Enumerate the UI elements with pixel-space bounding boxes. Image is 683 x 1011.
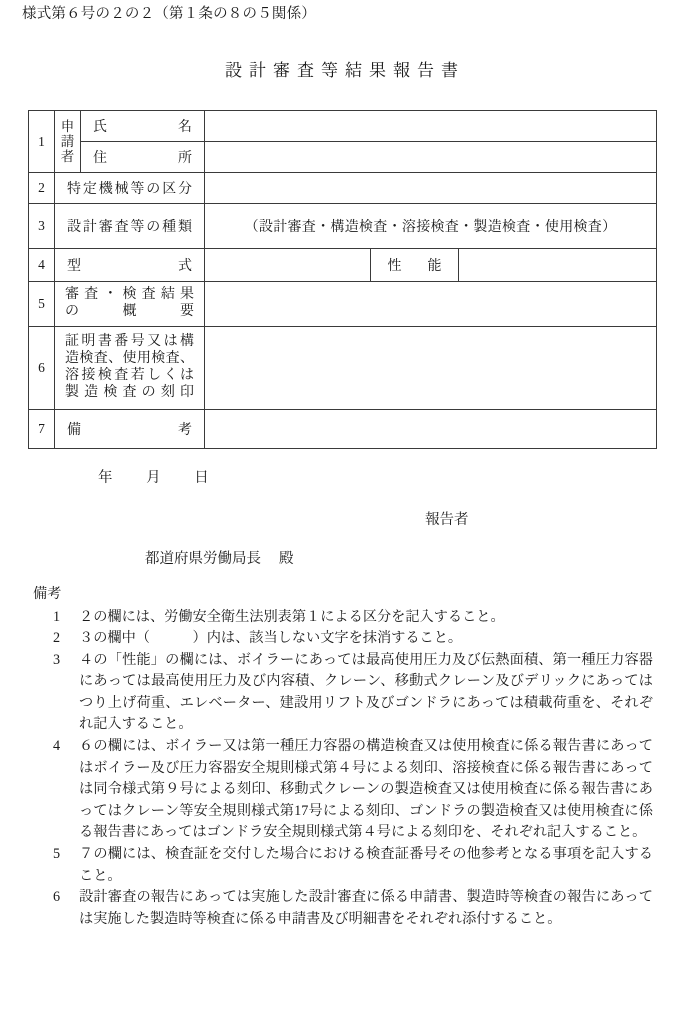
month-label: 月 (146, 470, 161, 486)
row-number-5: 5 (29, 282, 55, 327)
table-row-machine-category (29, 173, 657, 204)
note-item-5 (53, 844, 653, 887)
value-model[interactable] (205, 249, 371, 282)
table-row-remarks (29, 410, 657, 449)
day-label: 日 (194, 470, 209, 486)
label-applicant-name: 氏 名 (81, 111, 205, 142)
note-item-6 (53, 887, 653, 930)
label-result-summary (55, 282, 205, 327)
value-applicant-name[interactable] (205, 111, 657, 142)
label-result-summary-line-2: の 概 要 (65, 304, 194, 319)
reporter-label: 報告者 (425, 512, 469, 528)
note-number-2: 2 (53, 630, 61, 647)
label-result-summary-line-1: 審査・検査結果 (65, 287, 194, 303)
page-title: 設計審査等結果報告書 (225, 61, 465, 80)
note-number-3: 3 (53, 651, 61, 668)
applicant-char-1: 申 (60, 118, 75, 134)
addressee-name: 都道府県労働局長 (145, 551, 261, 567)
label-certificate-stamp (55, 327, 205, 410)
applicant-char-2: 請 (60, 133, 75, 149)
note-number-1: 1 (53, 608, 61, 625)
table-row-model-performance (29, 249, 657, 282)
table-row-result-summary (29, 282, 657, 327)
row-number-2: 2 (29, 173, 55, 204)
label-certificate-stamp-line-4: 製造検査の刻印 (65, 384, 194, 400)
value-inspection-type[interactable]: （設計審査・構造検査・溶接検査・製造検査・使用検査） (205, 204, 657, 249)
note-text-2: ３の欄中（ ）内は、該当しない文字を抹消すること。 (79, 630, 463, 647)
label-model: 型 式 (55, 249, 205, 282)
note-item-4 (53, 736, 653, 844)
label-certificate-stamp-line-2: 造検査、使用検査、 (65, 351, 194, 367)
note-number-6: 6 (53, 889, 61, 906)
row-number-1: 1 (29, 111, 55, 173)
notes-heading: 備考 (33, 586, 62, 602)
label-remarks: 備 考 (55, 410, 205, 449)
note-item-1 (53, 607, 653, 629)
report-form-table (28, 110, 657, 449)
note-text-5: ７の欄には、検査証を交付した場合における検査証番号その他参考となる事項を記入すること。 (79, 845, 653, 884)
label-certificate-stamp-line-1: 証明書番号又は構 (65, 334, 194, 350)
note-text-3: ４の「性能」の欄には、ボイラーにあっては最高使用圧力及び伝熱面積、第一種圧力容器にあっては最高使用圧力及び内容積、クレーン、移動式クレーン及びデリックにあってはつり上げ荷重、エレベーター、建設用リフト及びゴンドラにあっては積載荷重を、それぞれ記入すること。 (79, 651, 653, 733)
value-applicant-address[interactable] (205, 142, 657, 173)
note-item-3 (53, 650, 653, 736)
row-number-7: 7 (29, 410, 55, 449)
note-text-1: ２の欄には、労働安全衛生法別表第１による区分を記入すること。 (79, 608, 505, 625)
applicant-char-3: 者 (60, 149, 75, 165)
addressee-line (145, 547, 294, 568)
label-applicant-address: 住 所 (81, 142, 205, 173)
value-machine-category[interactable] (205, 173, 657, 204)
applicant-group-label (55, 111, 81, 173)
value-remarks[interactable] (205, 410, 657, 449)
label-machine-category: 特定機械等の区分 (55, 173, 205, 204)
year-label: 年 (98, 470, 113, 486)
table-row-applicant-address (29, 142, 657, 173)
notes-section (33, 584, 653, 930)
form-number: 様式第６号の２の２（第１条の８の５関係） (22, 6, 316, 22)
note-text-6: 設計審査の報告にあっては実施した設計審査に係る申請書、製造時等検査の報告にあっては実施した製造時等検査に係る申請書及び明細書をそれぞれ添付すること。 (79, 889, 653, 927)
row-number-3: 3 (29, 204, 55, 249)
note-item-2 (53, 628, 653, 650)
date-line[interactable] (98, 466, 209, 487)
row-number-4: 4 (29, 249, 55, 282)
addressee-honorific: 殿 (279, 551, 294, 567)
label-certificate-stamp-line-3: 溶接検査若しくは (65, 368, 194, 383)
value-result-summary[interactable] (205, 282, 657, 327)
value-certificate-stamp[interactable] (205, 327, 657, 410)
label-certificate-stamp-lines (63, 333, 196, 402)
label-result-summary-lines (63, 286, 196, 322)
table-row-certificate-stamp (29, 327, 657, 410)
note-number-4: 4 (53, 738, 61, 755)
note-number-5: 5 (53, 845, 61, 862)
label-inspection-type: 設計審査等の種類 (55, 204, 205, 249)
row-number-6: 6 (29, 327, 55, 410)
table-row-inspection-type (29, 204, 657, 249)
note-text-4: ６の欄には、ボイラー又は第一種圧力容器の構造検査又は使用検査に係る報告書にあってはボイラー及び圧力容器安全規則様式第４号による刻印、溶接検査に係る報告書にあっては同令様式第９号による刻印、移動式クレーンの製造検査又は使用検査に係る報告書にあってはクレーン等安全規則様式第17号による刻印、ゴンドラの製造検査又は使用検査に係る報告書にあってはゴンドラ安全規則様式第４号による刻印を、それぞれ記入すること。 (79, 738, 653, 841)
table-row-applicant-name (29, 111, 657, 142)
value-performance[interactable] (458, 249, 656, 282)
label-performance: 性 能 (370, 249, 458, 282)
